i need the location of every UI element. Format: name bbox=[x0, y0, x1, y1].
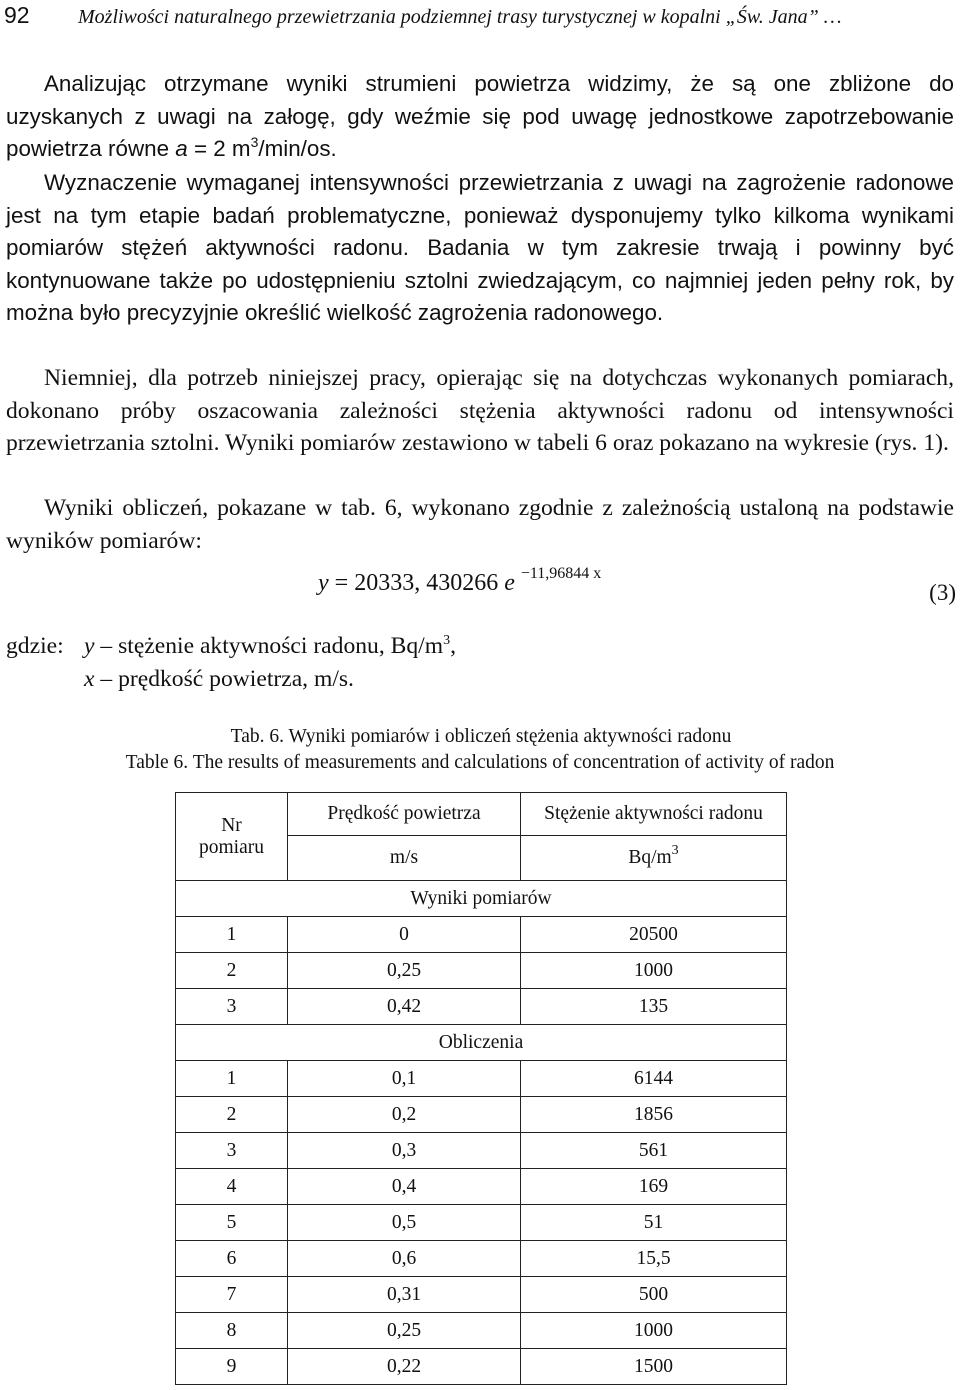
table-section-row bbox=[176, 1025, 787, 1061]
table-row bbox=[176, 1349, 787, 1385]
cell-nr: 1 bbox=[176, 1061, 288, 1097]
table-section-label: Obliczenia bbox=[176, 1025, 787, 1061]
equation-base-e: e bbox=[504, 570, 515, 596]
cell-velocity: 0,6 bbox=[288, 1241, 521, 1277]
header-nr: Nr bbox=[221, 814, 242, 836]
paragraph-4 bbox=[6, 492, 954, 557]
running-title: Możliwości naturalnego przewietrzania podziemnej trasy turystycznej w kopalni „Św. Jana” … bbox=[78, 6, 842, 28]
cell-velocity: 0,2 bbox=[288, 1097, 521, 1133]
table-section-row bbox=[176, 881, 787, 917]
table-row bbox=[176, 1241, 787, 1277]
paragraph-1 bbox=[6, 68, 954, 166]
page-header bbox=[4, 2, 950, 36]
superscript-3: 3 bbox=[250, 134, 259, 151]
cell-velocity: 0,31 bbox=[288, 1277, 521, 1313]
cell-nr: 6 bbox=[176, 1241, 288, 1277]
cell-nr: 4 bbox=[176, 1169, 288, 1205]
paragraph-1-part-b: = 2 m bbox=[187, 136, 251, 162]
table-row bbox=[176, 917, 787, 953]
cell-nr: 5 bbox=[176, 1205, 288, 1241]
paragraph-1-text bbox=[6, 68, 954, 166]
cell-concentration: 15,5 bbox=[521, 1241, 787, 1277]
definition-y-superscript: 3 bbox=[443, 633, 451, 648]
cell-nr: 8 bbox=[176, 1313, 288, 1349]
table-row bbox=[176, 1061, 787, 1097]
header-nr-pomiaru bbox=[176, 793, 288, 881]
cell-velocity: 0,42 bbox=[288, 989, 521, 1025]
definition-x-text: – prędkość powietrza, m/s. bbox=[100, 666, 354, 692]
paragraph-2 bbox=[6, 167, 954, 330]
table-row bbox=[176, 1133, 787, 1169]
paragraph-2-text: Wyznaczenie wymaganej intensywności przewietrzania z uwagi na zagrożenie radonowe jest na tym etapie badań problematyczne, ponieważ dysponujemy tylko kilkoma wynikami pomiarów stężeń aktywności radonu. Badania w tym zakresie trwają i powinny być kontynuowane także po udostępnieniu sztolni zwiedzającym, co najmniej jeden pełny rok, by można było precyzyjnie określić wielkość zagrożenia radonowego. bbox=[6, 170, 954, 326]
paragraph-3-text: Niemniej, dla potrzeb niniejszej pracy, opierając się na dotychczas wykonanych pomiarach, dokonano próby oszacowania zależności stężenia aktywności radonu od intensywności przewietrzania sztolni. Wyniki pomiarów zestawiono w tabeli 6 oraz pokazano na wykresie (rys. 1). bbox=[6, 365, 954, 457]
cell-nr: 7 bbox=[176, 1277, 288, 1313]
equation-lhs: y bbox=[318, 570, 329, 596]
definition-y-end: , bbox=[450, 633, 456, 659]
paragraph-1-part-c: /min/os. bbox=[258, 136, 337, 162]
cell-velocity: 0,25 bbox=[288, 953, 521, 989]
header-concentration: Stężenie aktywności radonu bbox=[521, 793, 787, 836]
cell-nr: 1 bbox=[176, 917, 288, 953]
unit-concentration: $Bq/m^3$ bbox=[521, 836, 787, 881]
definition-x bbox=[6, 663, 456, 696]
definition-x-symbol: x bbox=[84, 666, 95, 692]
cell-concentration: 6144 bbox=[521, 1061, 787, 1097]
equation-number: (3) bbox=[929, 580, 956, 605]
cell-velocity: 0,4 bbox=[288, 1169, 521, 1205]
results-table bbox=[175, 792, 787, 1385]
cell-nr: 9 bbox=[176, 1349, 288, 1385]
table-row bbox=[176, 1169, 787, 1205]
cell-velocity: 0,25 bbox=[288, 1313, 521, 1349]
cell-nr: 2 bbox=[176, 1097, 288, 1133]
cell-concentration: 169 bbox=[521, 1169, 787, 1205]
cell-concentration: 500 bbox=[521, 1277, 787, 1313]
table-row bbox=[176, 1277, 787, 1313]
table-row bbox=[176, 1313, 787, 1349]
table-row bbox=[176, 1205, 787, 1241]
cell-concentration: 1856 bbox=[521, 1097, 787, 1133]
cell-concentration: 1500 bbox=[521, 1349, 787, 1385]
paragraph-1-part-a: Analizując otrzymane wyniki strumieni powietrza widzimy, że są one zbliżone do uzyskanych z uwagi na załogę, gdy weźmie się pod uwagę jednostkowe zapotrzebowanie powietrza równe bbox=[6, 71, 954, 162]
cell-concentration: 1000 bbox=[521, 953, 787, 989]
cell-velocity: 0,5 bbox=[288, 1205, 521, 1241]
cell-velocity: 0 bbox=[288, 917, 521, 953]
unit-velocity: m/s bbox=[288, 836, 521, 881]
cell-velocity: 0,1 bbox=[288, 1061, 521, 1097]
definition-y bbox=[6, 630, 456, 663]
cell-nr: 3 bbox=[176, 989, 288, 1025]
cell-concentration: 51 bbox=[521, 1205, 787, 1241]
page-number: 92 bbox=[4, 2, 30, 28]
cell-velocity: 0,22 bbox=[288, 1349, 521, 1385]
cell-concentration: 561 bbox=[521, 1133, 787, 1169]
cell-nr: 3 bbox=[176, 1133, 288, 1169]
equation-exponent: −11,96844 x bbox=[520, 565, 602, 582]
cell-nr: 2 bbox=[176, 953, 288, 989]
paragraph-4-text: Wyniki obliczeń, pokazane w tab. 6, wykonano zgodnie z zależnością ustaloną na podstawie wyników pomiarów: bbox=[6, 495, 954, 554]
equation-3 bbox=[318, 565, 602, 597]
table-row bbox=[176, 953, 787, 989]
table-section-label: Wyniki pomiarów bbox=[176, 881, 787, 917]
cell-concentration: 135 bbox=[521, 989, 787, 1025]
table-row bbox=[176, 1097, 787, 1133]
table-row bbox=[176, 989, 787, 1025]
table-caption-en: Table 6. The results of measurements and calculations of concentration of activity of radon bbox=[125, 752, 835, 773]
definitions bbox=[6, 630, 456, 696]
table-caption-pl: Tab. 6. Wyniki pomiarów i obliczeń stężenia aktywności radonu bbox=[230, 726, 732, 747]
equation-rhs: = 20333, 430266 bbox=[334, 570, 505, 596]
definition-y-text: – stężenie aktywności radonu, Bq/m bbox=[100, 633, 444, 659]
cell-velocity: 0,3 bbox=[288, 1133, 521, 1169]
cell-concentration: 20500 bbox=[521, 917, 787, 953]
table-header-row bbox=[176, 793, 787, 836]
variable-a: a bbox=[175, 136, 188, 162]
cell-concentration: 1000 bbox=[521, 1313, 787, 1349]
definition-y-symbol: y bbox=[84, 633, 95, 659]
header-velocity: Prędkość powietrza bbox=[288, 793, 521, 836]
definitions-lead: gdzie: bbox=[6, 633, 64, 659]
header-pomiaru: pomiaru bbox=[199, 836, 264, 858]
paragraph-3 bbox=[6, 362, 954, 460]
